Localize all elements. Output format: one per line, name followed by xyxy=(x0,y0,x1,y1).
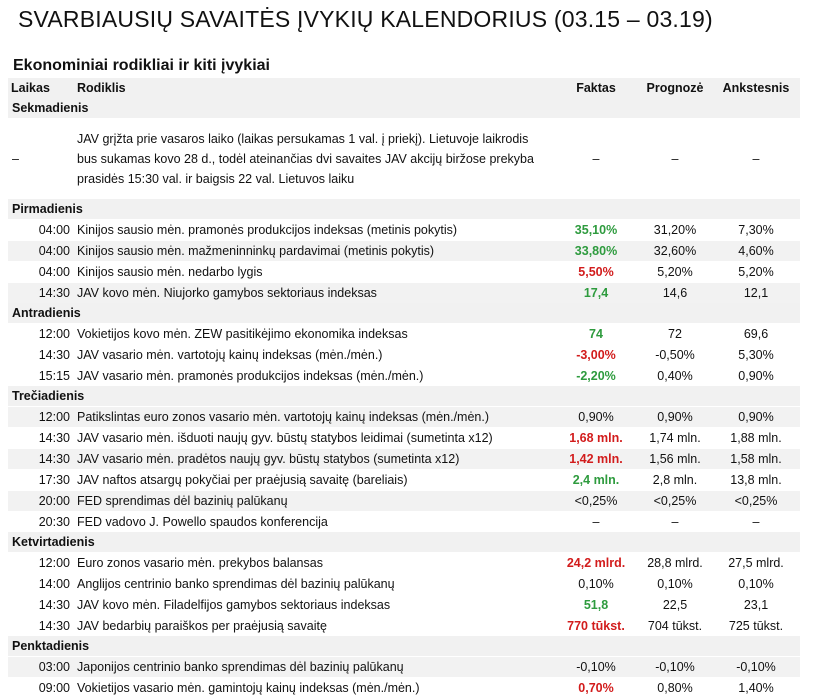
event-time: 12:00 xyxy=(8,553,74,574)
event-previous-value: 7,30% xyxy=(712,220,800,241)
event-actual-value: 33,80% xyxy=(554,241,638,262)
event-time: 04:00 xyxy=(8,220,74,241)
event-forecast-value: 72 xyxy=(638,324,712,345)
event-description: Vokietijos vasario mėn. gamintojų kainų indeksas (mėn./mėn.) xyxy=(74,678,554,698)
event-time: 04:00 xyxy=(8,241,74,262)
event-actual-value: -0,10% xyxy=(554,657,638,678)
event-row xyxy=(8,366,800,387)
event-previous-value: 5,20% xyxy=(712,262,800,283)
event-row xyxy=(8,241,800,262)
event-description: JAV kovo mėn. Niujorko gamybos sektoriaus indeksas xyxy=(74,283,554,304)
event-row xyxy=(8,345,800,366)
event-actual-value: <0,25% xyxy=(554,491,638,512)
event-forecast-value: 22,5 xyxy=(638,595,712,616)
event-actual-value: 51,8 xyxy=(554,595,638,616)
event-actual-value: -2,20% xyxy=(554,366,638,387)
event-previous-value: 12,1 xyxy=(712,283,800,304)
event-description: JAV vasario mėn. išduoti naujų gyv. būstų statybos leidimai (sumetinta x12) xyxy=(74,428,554,449)
day-header-row xyxy=(8,98,800,119)
event-row xyxy=(8,512,800,533)
section-subtitle: Ekonominiai rodikliai ir kiti įvykiai xyxy=(13,57,270,75)
day-header-row xyxy=(8,532,800,553)
event-previous-value: – xyxy=(712,512,800,533)
event-forecast-value: 28,8 mlrd. xyxy=(638,553,712,574)
event-actual-value: 24,2 mlrd. xyxy=(554,553,638,574)
event-actual-value: -3,00% xyxy=(554,345,638,366)
event-row xyxy=(8,553,800,574)
event-forecast-value: 5,20% xyxy=(638,262,712,283)
event-previous-value: 1,40% xyxy=(712,678,800,698)
event-time: 14:30 xyxy=(8,595,74,616)
day-name: Pirmadienis xyxy=(8,199,800,220)
event-actual-value: 770 tūkst. xyxy=(554,616,638,637)
event-previous-value: 27,5 mlrd. xyxy=(712,553,800,574)
event-forecast-value: – xyxy=(638,119,712,200)
event-row xyxy=(8,283,800,304)
day-name: Trečiadienis xyxy=(8,386,800,407)
event-forecast-value: – xyxy=(638,512,712,533)
event-forecast-value: 0,80% xyxy=(638,678,712,698)
event-previous-value: – xyxy=(712,119,800,200)
event-actual-value: 17,4 xyxy=(554,283,638,304)
event-actual-value: 35,10% xyxy=(554,220,638,241)
event-description: Euro zonos vasario mėn. prekybos balansas xyxy=(74,553,554,574)
event-time: – xyxy=(8,119,74,200)
event-time: 14:30 xyxy=(8,428,74,449)
event-row xyxy=(8,407,800,428)
event-forecast-value: 1,74 mln. xyxy=(638,428,712,449)
event-time: 20:00 xyxy=(8,491,74,512)
event-time: 20:30 xyxy=(8,512,74,533)
event-previous-value: 13,8 mln. xyxy=(712,470,800,491)
event-row xyxy=(8,449,800,470)
day-name: Penktadienis xyxy=(8,636,800,657)
event-description: Patikslintas euro zonos vasario mėn. vartotojų kainų indeksas (mėn./mėn.) xyxy=(74,407,554,428)
event-previous-value: <0,25% xyxy=(712,491,800,512)
event-time: 14:30 xyxy=(8,345,74,366)
event-forecast-value: 14,6 xyxy=(638,283,712,304)
event-previous-value: 0,90% xyxy=(712,407,800,428)
event-time: 14:30 xyxy=(8,449,74,470)
event-forecast-value: -0,50% xyxy=(638,345,712,366)
event-time: 12:00 xyxy=(8,407,74,428)
event-actual-value: 0,70% xyxy=(554,678,638,698)
event-previous-value: 23,1 xyxy=(712,595,800,616)
event-forecast-value: 0,10% xyxy=(638,574,712,595)
event-description: Japonijos centrinio banko sprendimas dėl bazinių palūkanų xyxy=(74,657,554,678)
event-previous-value: 5,30% xyxy=(712,345,800,366)
event-forecast-value: 0,40% xyxy=(638,366,712,387)
event-time: 04:00 xyxy=(8,262,74,283)
event-forecast-value: 704 tūkst. xyxy=(638,616,712,637)
event-description: JAV naftos atsargų pokyčiai per praėjusią savaitę (bareliais) xyxy=(74,470,554,491)
events-calendar-table xyxy=(8,78,800,698)
event-description: JAV vasario mėn. pramonės produkcijos indeksas (mėn./mėn.) xyxy=(74,366,554,387)
event-description: Anglijos centrinio banko sprendimas dėl bazinių palūkanų xyxy=(74,574,554,595)
day-name: Antradienis xyxy=(8,303,800,324)
column-header-actual: Faktas xyxy=(554,78,638,98)
day-name: Ketvirtadienis xyxy=(8,532,800,553)
event-row xyxy=(8,324,800,345)
table-body xyxy=(8,98,800,698)
event-row xyxy=(8,595,800,616)
event-time: 17:30 xyxy=(8,470,74,491)
event-description: Vokietijos kovo mėn. ZEW pasitikėjimo ekonomika indeksas xyxy=(74,324,554,345)
table-header-row xyxy=(8,78,800,98)
event-previous-value: 0,90% xyxy=(712,366,800,387)
event-row xyxy=(8,657,800,678)
day-header-row xyxy=(8,386,800,407)
column-header-indicator: Rodiklis xyxy=(74,78,554,98)
event-time: 03:00 xyxy=(8,657,74,678)
event-time: 12:00 xyxy=(8,324,74,345)
event-previous-value: 69,6 xyxy=(712,324,800,345)
day-header-row xyxy=(8,636,800,657)
event-forecast-value: 0,90% xyxy=(638,407,712,428)
column-header-previous: Ankstesnis xyxy=(712,78,800,98)
event-description: Kinijos sausio mėn. nedarbo lygis xyxy=(74,262,554,283)
event-row xyxy=(8,428,800,449)
event-row xyxy=(8,574,800,595)
event-description: JAV grįžta prie vasaros laiko (laikas persukamas 1 val. į priekį). Lietuvoje laikrodis bus sukamas kovo 28 d., todėl ateinančias dvi savaites JAV akcijų biržose prekyba prasidės 15:30 val. ir baigsis 22 val. Lietuvos laiku xyxy=(74,119,554,200)
event-description: JAV bedarbių paraiškos per praėjusią savaitę xyxy=(74,616,554,637)
event-actual-value: 1,42 mln. xyxy=(554,449,638,470)
event-actual-value: 2,4 mln. xyxy=(554,470,638,491)
event-actual-value: – xyxy=(554,512,638,533)
event-description: Kinijos sausio mėn. mažmeninninkų pardavimai (metinis pokytis) xyxy=(74,241,554,262)
event-forecast-value: 1,56 mln. xyxy=(638,449,712,470)
event-description: FED vadovo J. Powello spaudos konferencija xyxy=(74,512,554,533)
event-description: Kinijos sausio mėn. pramonės produkcijos indeksas (metinis pokytis) xyxy=(74,220,554,241)
event-row xyxy=(8,491,800,512)
event-time: 09:00 xyxy=(8,678,74,698)
event-time: 14:30 xyxy=(8,616,74,637)
column-header-forecast: Prognozė xyxy=(638,78,712,98)
event-time: 15:15 xyxy=(8,366,74,387)
event-description: JAV kovo mėn. Filadelfijos gamybos sektoriaus indeksas xyxy=(74,595,554,616)
event-forecast-value: 31,20% xyxy=(638,220,712,241)
event-previous-value: -0,10% xyxy=(712,657,800,678)
event-description: JAV vasario mėn. vartotojų kainų indeksas (mėn./mėn.) xyxy=(74,345,554,366)
event-previous-value: 1,58 mln. xyxy=(712,449,800,470)
event-forecast-value: 2,8 mln. xyxy=(638,470,712,491)
event-forecast-value: 32,60% xyxy=(638,241,712,262)
event-row xyxy=(8,616,800,637)
event-time: 14:00 xyxy=(8,574,74,595)
event-previous-value: 725 tūkst. xyxy=(712,616,800,637)
event-row xyxy=(8,262,800,283)
event-description: FED sprendimas dėl bazinių palūkanų xyxy=(74,491,554,512)
event-actual-value: 0,10% xyxy=(554,574,638,595)
event-row xyxy=(8,470,800,491)
event-row xyxy=(8,119,800,200)
day-header-row xyxy=(8,199,800,220)
event-actual-value: – xyxy=(554,119,638,200)
column-header-time: Laikas xyxy=(8,78,74,98)
event-row xyxy=(8,678,800,698)
event-forecast-value: <0,25% xyxy=(638,491,712,512)
day-name: Sekmadienis xyxy=(8,98,800,119)
day-header-row xyxy=(8,303,800,324)
event-description: JAV vasario mėn. pradėtos naujų gyv. būstų statybos (sumetinta x12) xyxy=(74,449,554,470)
event-actual-value: 74 xyxy=(554,324,638,345)
event-actual-value: 0,90% xyxy=(554,407,638,428)
event-previous-value: 4,60% xyxy=(712,241,800,262)
event-forecast-value: -0,10% xyxy=(638,657,712,678)
event-time: 14:30 xyxy=(8,283,74,304)
event-row xyxy=(8,220,800,241)
event-previous-value: 1,88 mln. xyxy=(712,428,800,449)
event-actual-value: 1,68 mln. xyxy=(554,428,638,449)
event-previous-value: 0,10% xyxy=(712,574,800,595)
page-title: SVARBIAUSIŲ SAVAITĖS ĮVYKIŲ KALENDORIUS (03.15 – 03.19) xyxy=(18,6,713,33)
event-actual-value: 5,50% xyxy=(554,262,638,283)
